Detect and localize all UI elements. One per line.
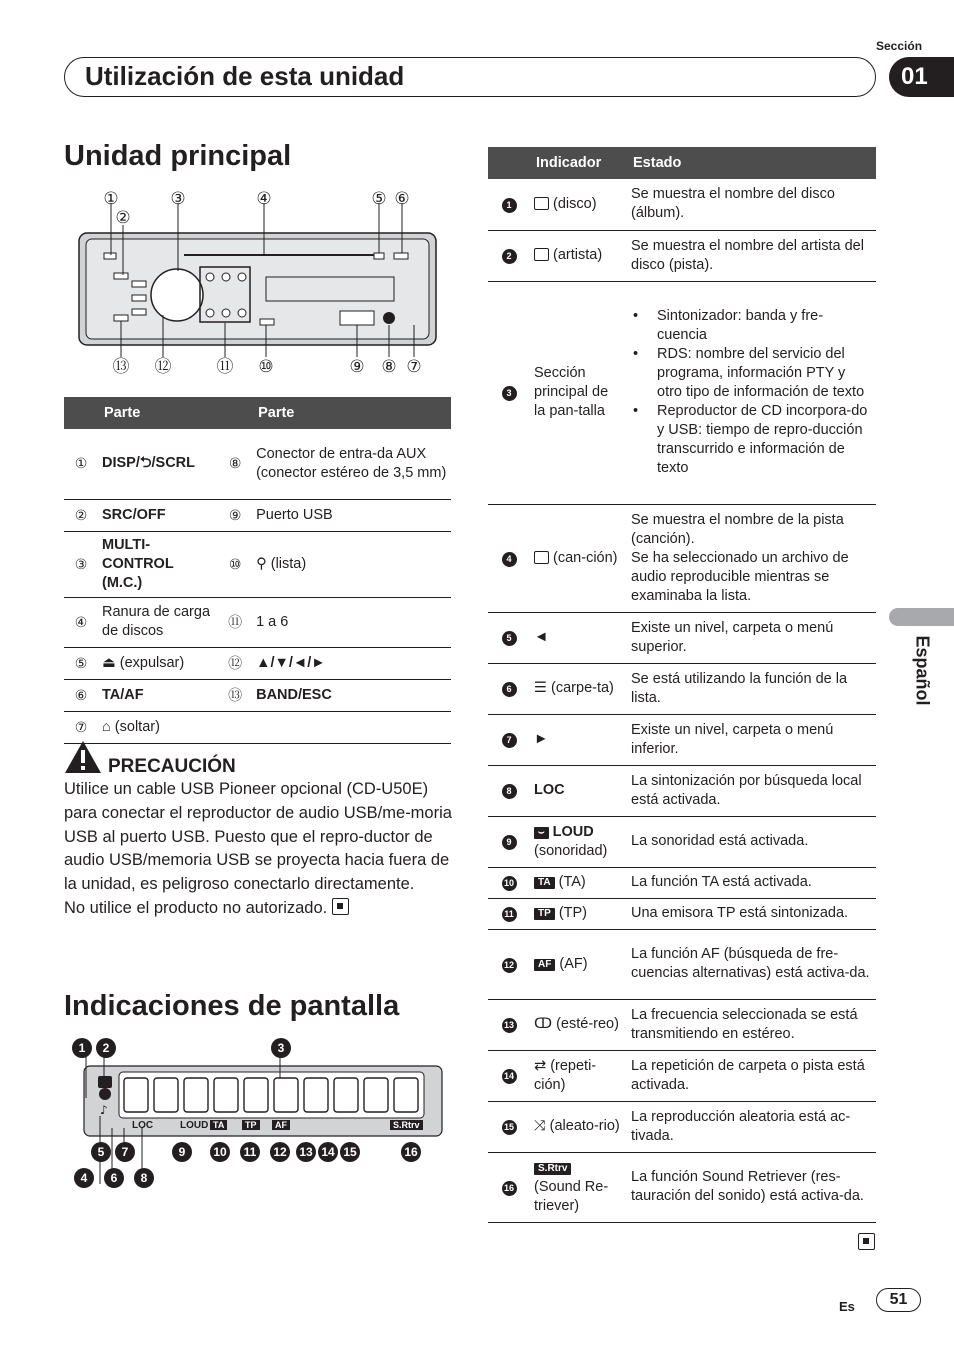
row-num (488, 230, 530, 281)
loud-icon: ⌣ (534, 827, 549, 839)
estado-cell: La reproducción aleatoria está ac-tivada. (627, 1101, 876, 1152)
list-icon: ☰ (534, 680, 547, 696)
estado-cell: La función TA está activada. (627, 867, 876, 898)
estado-cell (627, 281, 876, 504)
row-num (488, 612, 530, 663)
indicator-label: (disco) (553, 195, 597, 212)
callout-4: 4 (74, 1168, 94, 1188)
part-num: ⑬ (218, 679, 252, 711)
indicator-label: (repeti-ción) (534, 1057, 597, 1093)
artist-icon (534, 248, 549, 261)
part-num: ① (64, 429, 98, 499)
row-num (488, 663, 530, 714)
callout-11: 11 (240, 1142, 260, 1162)
callout-5: 5 (91, 1142, 111, 1162)
row-num-badge: 10 (502, 876, 517, 891)
row-num-badge: 1 (502, 198, 517, 213)
estado-cell: La función AF (búsqueda de fre-cuencias alternativas) está activa-da. (627, 929, 876, 999)
part-name (252, 531, 451, 597)
row-num-badge: 16 (502, 1181, 517, 1196)
table-row (64, 711, 451, 743)
indicator-sub: (AF) (559, 955, 588, 972)
indicator-table (488, 147, 876, 1223)
indicator-cell (530, 230, 627, 281)
estado-cell: Una emisora TP está sintonizada. (627, 898, 876, 929)
indicator-cell (530, 898, 627, 929)
table-row (488, 816, 876, 867)
caution-paragraph: Utilice un cable USB Pioneer opcional (CD-U50E) para conectar el reproductor de audio USB/me-moria USB al puerto USB. Puesto que el repro-ductor de audio USB/memoria USB se proyecta hacia fuera de la unidad, es peligroso conectarlo directamente. (64, 780, 452, 894)
display-heading: Indicaciones de pantalla (64, 990, 400, 1022)
ta-segment: TA (210, 1120, 227, 1130)
part-num: ⑤ (64, 647, 98, 679)
row-num (488, 929, 530, 999)
callout-9: ⑨ (349, 357, 365, 376)
indicator-header-2: Estado (627, 147, 876, 179)
caution-text (64, 778, 454, 921)
table-row (488, 612, 876, 663)
row-num-badge: 12 (502, 958, 517, 973)
callout-3: 3 (271, 1038, 291, 1058)
part-num (218, 711, 252, 743)
table-row (64, 531, 451, 597)
parts-table-header (64, 397, 451, 429)
indicator-sub: (sonoridad) (534, 842, 608, 859)
part-label: (expulsar) (119, 654, 185, 671)
part-num: ② (64, 499, 98, 531)
af-badge: AF (534, 959, 555, 971)
row-num (488, 504, 530, 612)
callout-11: ⑪ (216, 357, 234, 376)
row-num (488, 714, 530, 765)
tp-badge: TP (534, 908, 555, 920)
table-row (64, 499, 451, 531)
estado-cell: La sintonización por búsqueda local está activada. (627, 765, 876, 816)
part-name (98, 647, 218, 679)
callout-6: 6 (104, 1168, 124, 1188)
section-number: 01 (889, 57, 954, 97)
row-num-badge: 2 (502, 249, 517, 264)
part-name: ▲/▼/◄/► (252, 647, 451, 679)
display-illustration (64, 1036, 454, 1196)
row-num-badge: 8 (502, 784, 517, 799)
part-label-suffix: /SCRL (151, 455, 195, 472)
left-arrow-icon: ◄ (530, 612, 627, 663)
part-label: (lista) (270, 555, 307, 572)
end-mark-icon (332, 898, 349, 915)
row-num (488, 898, 530, 929)
eject-icon: ⏏ (102, 654, 116, 671)
callout-16: 16 (401, 1142, 421, 1162)
parts-header-2: Parte (252, 397, 451, 429)
disc-icon (534, 197, 549, 210)
search-icon: ⚲ (256, 555, 267, 572)
table-row (488, 230, 876, 281)
callout-10: 10 (210, 1142, 230, 1162)
part-num: ⑨ (218, 499, 252, 531)
callout-7: ⑦ (406, 357, 422, 376)
callout-8: ⑧ (381, 357, 397, 376)
estado-cell (627, 504, 876, 612)
estado-cell: La repetición de carpeta o pista está activada. (627, 1050, 876, 1101)
part-num: ⑥ (64, 679, 98, 711)
tp-segment: TP (242, 1120, 260, 1130)
indicator-header-1: Indicador (530, 147, 627, 179)
caution-title: PRECAUCIÓN (108, 756, 236, 777)
part-num: ⑫ (218, 647, 252, 679)
part-num: ③ (64, 531, 98, 597)
row-num-badge: 6 (502, 682, 517, 697)
indicator-cell (530, 504, 627, 612)
part-num: ⑪ (218, 597, 252, 647)
song-icon (534, 551, 549, 564)
indicator-label: (esté-reo) (556, 1016, 619, 1032)
row-num-badge: 11 (502, 907, 517, 922)
indicator-cell (530, 1101, 627, 1152)
indicator-cell (530, 929, 627, 999)
table-row (488, 867, 876, 898)
table-row (64, 597, 451, 647)
release-icon: ⌂ (102, 718, 111, 735)
indicator-cell (530, 179, 627, 230)
row-num-badge: 5 (502, 631, 517, 646)
caution-paragraph (64, 897, 454, 921)
svg-text:♪: ♪ (100, 1103, 108, 1117)
loud-segment: LOUD (180, 1120, 209, 1131)
table-row (488, 1050, 876, 1101)
callout-1: ① (103, 189, 119, 208)
callout-4: ④ (256, 189, 272, 208)
af-segment: AF (272, 1120, 290, 1130)
row-num (488, 179, 530, 230)
callout-12: 12 (270, 1142, 290, 1162)
parts-table (64, 397, 451, 744)
row-num-badge: 13 (502, 1018, 517, 1033)
callout-13: 13 (296, 1142, 316, 1162)
estado-cell: La sonoridad está activada. (627, 816, 876, 867)
estado-cell: Se muestra el nombre del artista del disco (pista). (627, 230, 876, 281)
indicator-label: LOUD (552, 823, 594, 840)
row-num (488, 1101, 530, 1152)
callout-8: 8 (134, 1168, 154, 1188)
loc-segment: LOC (132, 1120, 154, 1131)
callout-5: ⑤ (371, 189, 387, 208)
indicator-sub: (TA) (558, 874, 586, 890)
indicator-cell: LOC (530, 765, 627, 816)
parts-header-1: Parte (98, 397, 218, 429)
indicator-cell (530, 867, 627, 898)
row-num (488, 281, 530, 504)
part-label: (soltar) (114, 718, 160, 735)
row-num (488, 1050, 530, 1101)
language-tab (889, 608, 954, 626)
indicator-table-header (488, 147, 876, 179)
table-row (488, 179, 876, 230)
table-row (64, 679, 451, 711)
estado-line: Se ha seleccionado un archivo de audio reproducible mientras se examinaba la lista. (631, 549, 849, 604)
indicator-label: (can-ción) (553, 549, 618, 566)
indicator-cell (530, 663, 627, 714)
shuffle-icon: ⤨ (534, 1118, 546, 1134)
row-num-badge: 4 (502, 552, 517, 567)
table-row (488, 765, 876, 816)
indicator-sub: (TP) (558, 905, 587, 921)
unit-heading: Unidad principal (64, 140, 292, 172)
row-num-badge: 3 (502, 386, 517, 401)
row-num-badge: 7 (502, 733, 517, 748)
table-row (488, 663, 876, 714)
indicator-cell: Sección principal de la pan-talla (530, 281, 627, 504)
part-name: Conector de entra-da AUX (conector estéreo de 3,5 mm) (252, 429, 451, 499)
part-name: MULTI-CONTROL (M.C.) (98, 531, 218, 597)
row-num-badge: 14 (502, 1069, 517, 1084)
footer-lang: Es (839, 1299, 855, 1314)
part-name (252, 711, 451, 743)
part-name (98, 711, 218, 743)
part-num: ⑩ (218, 531, 252, 597)
callout-10: ⑩ (258, 357, 274, 376)
part-num: ⑧ (218, 429, 252, 499)
estado-cell: Se está utilizando la función de la lista. (627, 663, 876, 714)
callout-2: 2 (96, 1038, 116, 1058)
estado-cell: Existe un nivel, carpeta o menú inferior. (627, 714, 876, 765)
page-number: 51 (876, 1288, 921, 1312)
table-row (488, 1152, 876, 1222)
head-unit-illustration (64, 185, 454, 380)
estado-list (631, 307, 872, 478)
callout-12: ⑫ (154, 357, 172, 376)
indicator-cell (530, 1152, 627, 1222)
part-name: 1 a 6 (252, 597, 451, 647)
row-num (488, 816, 530, 867)
part-name: TA/AF (98, 679, 218, 711)
ta-badge: TA (534, 877, 555, 889)
part-label: DISP/ (102, 455, 140, 472)
indicator-cell (530, 1050, 627, 1101)
table-row (488, 898, 876, 929)
row-num (488, 765, 530, 816)
page-title: Utilización de esta unidad (85, 61, 405, 91)
row-num-badge: 15 (502, 1120, 517, 1135)
part-name: SRC/OFF (98, 499, 218, 531)
callout-7: 7 (115, 1142, 135, 1162)
callout-14: 14 (318, 1142, 338, 1162)
part-name (98, 429, 218, 499)
table-row (488, 504, 876, 612)
part-name: Ranura de carga de discos (98, 597, 218, 647)
table-row (64, 647, 451, 679)
row-num-badge: 9 (502, 835, 517, 850)
part-name: Puerto USB (252, 499, 451, 531)
indicator-label: (aleato-rio) (549, 1118, 620, 1134)
estado-cell: Existe un nivel, carpeta o menú superior. (627, 612, 876, 663)
indicator-label: (artista) (553, 247, 603, 263)
row-num (488, 1152, 530, 1222)
end-mark-icon (858, 1233, 875, 1250)
list-item: • RDS: nombre del servicio del programa, información PTY y otro tipo de información de texto (631, 345, 872, 402)
callout-13: ⑬ (112, 357, 130, 376)
table-row (488, 281, 876, 504)
table-row (488, 929, 876, 999)
right-arrow-icon: ► (530, 714, 627, 765)
section-label: Sección (876, 39, 923, 53)
indicator-cell (530, 816, 627, 867)
back-arrow-icon: ⮌ (139, 455, 152, 472)
part-num: ④ (64, 597, 98, 647)
estado-cell: La función Sound Retriever (res-tauración del sonido) está activa-da. (627, 1152, 876, 1222)
repeat-icon: ⇄ (534, 1057, 547, 1074)
indicator-label: (carpe-ta) (551, 680, 614, 696)
srtrv-badge: S.Rtrv (534, 1163, 571, 1175)
table-row (488, 999, 876, 1050)
estado-cell: Se muestra el nombre del disco (álbum). (627, 179, 876, 230)
indicator-cell (530, 999, 627, 1050)
callout-9: 9 (172, 1142, 192, 1162)
caution-line: No utilice el producto no autorizado. (64, 898, 328, 917)
callout-2: ② (115, 208, 131, 227)
row-num (488, 999, 530, 1050)
callout-1: 1 (72, 1038, 92, 1058)
callout-6: ⑥ (394, 189, 410, 208)
list-item: • Reproductor de CD incorpora-do y USB: tiempo de repro-ducción transcurrido e información de texto (631, 402, 872, 478)
part-num: ⑦ (64, 711, 98, 743)
table-row (64, 429, 451, 499)
list-item: • Sintonizador: banda y fre-cuencia (631, 307, 872, 345)
warning-icon (64, 740, 102, 774)
estado-cell: La frecuencia seleccionada se está transmitiendo en estéreo. (627, 999, 876, 1050)
table-row (488, 1101, 876, 1152)
language-label: Español (912, 635, 933, 706)
estado-line: Se muestra el nombre de la pista (canción). (631, 511, 844, 547)
header-bar (64, 57, 876, 97)
row-num (488, 867, 530, 898)
srtrv-segment: S.Rtrv (390, 1120, 423, 1130)
callout-15: 15 (340, 1142, 360, 1162)
stereo-icon: ↀ (534, 1016, 553, 1032)
callout-3: ③ (170, 189, 186, 208)
part-name: BAND/ESC (252, 679, 451, 711)
indicator-sub: (Sound Re-triever) (534, 1178, 609, 1214)
table-row (488, 714, 876, 765)
